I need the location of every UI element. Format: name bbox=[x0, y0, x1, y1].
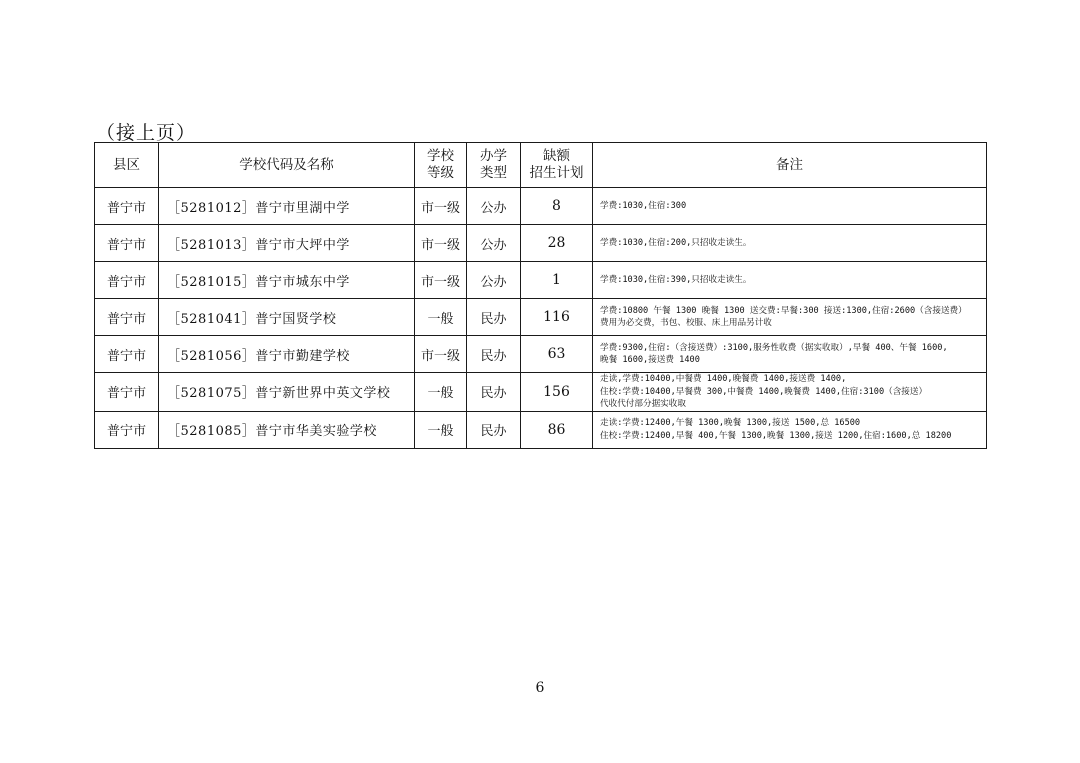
school-cell: ［5281041］普宁国贤学校 bbox=[159, 299, 415, 336]
remarks-cell bbox=[593, 336, 987, 373]
table-body bbox=[95, 188, 987, 449]
header-school: 学校代码及名称 bbox=[159, 143, 415, 188]
header-type bbox=[467, 143, 521, 188]
school-cell: ［5281015］普宁市城东中学 bbox=[159, 262, 415, 299]
header-type-line1: 办学 bbox=[480, 148, 507, 164]
header-row bbox=[95, 143, 987, 188]
remark-line: 学费:10800 午餐 1300 晚餐 1300 送交费:早餐:300 接送:1300,住宿:2600（含接送费） bbox=[600, 305, 967, 316]
header-county: 县区 bbox=[95, 143, 159, 188]
table-row bbox=[95, 188, 987, 225]
quota-cell: 63 bbox=[521, 336, 593, 373]
remarks-cell bbox=[593, 188, 987, 225]
level-cell: 一般 bbox=[415, 411, 467, 448]
level-cell: 市一级 bbox=[415, 336, 467, 373]
header-level bbox=[415, 143, 467, 188]
type-cell: 民办 bbox=[467, 373, 521, 412]
county-cell: 普宁市 bbox=[95, 373, 159, 412]
level-cell: 市一级 bbox=[415, 188, 467, 225]
county-cell: 普宁市 bbox=[95, 262, 159, 299]
county-cell: 普宁市 bbox=[95, 299, 159, 336]
remark-line: 学费:1030,住宿:200,只招收走读生。 bbox=[600, 237, 752, 248]
remark-line: 走读:学费:12400,午餐 1300,晚餐 1300,接送 1500,总 16500 bbox=[600, 418, 861, 428]
remark-line: 费用为必交费，书包、校服、床上用品另计收 bbox=[600, 318, 772, 328]
table-row bbox=[95, 299, 987, 336]
remark-line: 学费:1030,住宿:300 bbox=[600, 200, 687, 211]
county-cell: 普宁市 bbox=[95, 411, 159, 448]
remark-line: 学费:1030,住宿:390,只招收走读生。 bbox=[600, 274, 752, 285]
page-number: 6 bbox=[535, 680, 545, 696]
remarks-cell bbox=[593, 225, 987, 262]
table-row bbox=[95, 411, 987, 448]
remarks-cell bbox=[593, 411, 987, 448]
header-type-line2: 类型 bbox=[480, 165, 507, 181]
remark-line: 住校:学费:12400,早餐 400,午餐 1300,晚餐 1300,接送 1200,住宿:1600,总 18200 bbox=[600, 430, 952, 441]
school-enrollment-table bbox=[94, 142, 987, 449]
table-row bbox=[95, 336, 987, 373]
remark-line: 学费:9300,住宿:（含接送费）:3100,服务性收费（据实收取）,早餐 400、午餐 1600, bbox=[600, 342, 948, 353]
type-cell: 民办 bbox=[467, 336, 521, 373]
remark-line: 代收代付部分据实收取 bbox=[600, 399, 686, 409]
type-cell: 公办 bbox=[467, 225, 521, 262]
remarks-cell bbox=[593, 262, 987, 299]
header-level-line2: 等级 bbox=[427, 165, 454, 181]
quota-cell: 86 bbox=[521, 411, 593, 448]
header-quota-line2: 招生计划 bbox=[529, 165, 584, 181]
header-quota-line1: 缺额 bbox=[543, 148, 570, 164]
school-cell: ［5281012］普宁市里湖中学 bbox=[159, 188, 415, 225]
quota-cell: 1 bbox=[521, 262, 593, 299]
school-cell: ［5281013］普宁市大坪中学 bbox=[159, 225, 415, 262]
type-cell: 公办 bbox=[467, 262, 521, 299]
quota-cell: 28 bbox=[521, 225, 593, 262]
school-cell: ［5281085］普宁市华美实验学校 bbox=[159, 411, 415, 448]
table-row bbox=[95, 262, 987, 299]
header-quota bbox=[521, 143, 593, 188]
continued-label: （接上页） bbox=[96, 122, 197, 144]
table-row bbox=[95, 373, 987, 412]
table-row bbox=[95, 225, 987, 262]
header-level-line1: 学校 bbox=[427, 148, 454, 164]
quota-cell: 116 bbox=[521, 299, 593, 336]
remark-line: 住校:学费:10400,早餐费 300,中餐费 1400,晚餐费 1400,住宿:3100（含接送） bbox=[600, 386, 928, 397]
county-cell: 普宁市 bbox=[95, 225, 159, 262]
remark-line: 晚餐 1600,接送费 1400 bbox=[600, 355, 700, 365]
level-cell: 市一级 bbox=[415, 225, 467, 262]
header-remarks: 备注 bbox=[593, 143, 987, 188]
level-cell: 一般 bbox=[415, 299, 467, 336]
quota-cell: 156 bbox=[521, 373, 593, 412]
type-cell: 公办 bbox=[467, 188, 521, 225]
remarks-cell bbox=[593, 373, 987, 412]
county-cell: 普宁市 bbox=[95, 336, 159, 373]
type-cell: 民办 bbox=[467, 411, 521, 448]
level-cell: 一般 bbox=[415, 373, 467, 412]
quota-cell: 8 bbox=[521, 188, 593, 225]
table-header bbox=[95, 143, 987, 188]
remark-line: 走读,学费:10400,中餐费 1400,晚餐费 1400,接送费 1400, bbox=[600, 374, 847, 384]
level-cell: 市一级 bbox=[415, 262, 467, 299]
type-cell: 民办 bbox=[467, 299, 521, 336]
county-cell: 普宁市 bbox=[95, 188, 159, 225]
remarks-cell bbox=[593, 299, 987, 336]
school-cell: ［5281056］普宁市勤建学校 bbox=[159, 336, 415, 373]
school-cell: ［5281075］普宁新世界中英文学校 bbox=[159, 373, 415, 412]
